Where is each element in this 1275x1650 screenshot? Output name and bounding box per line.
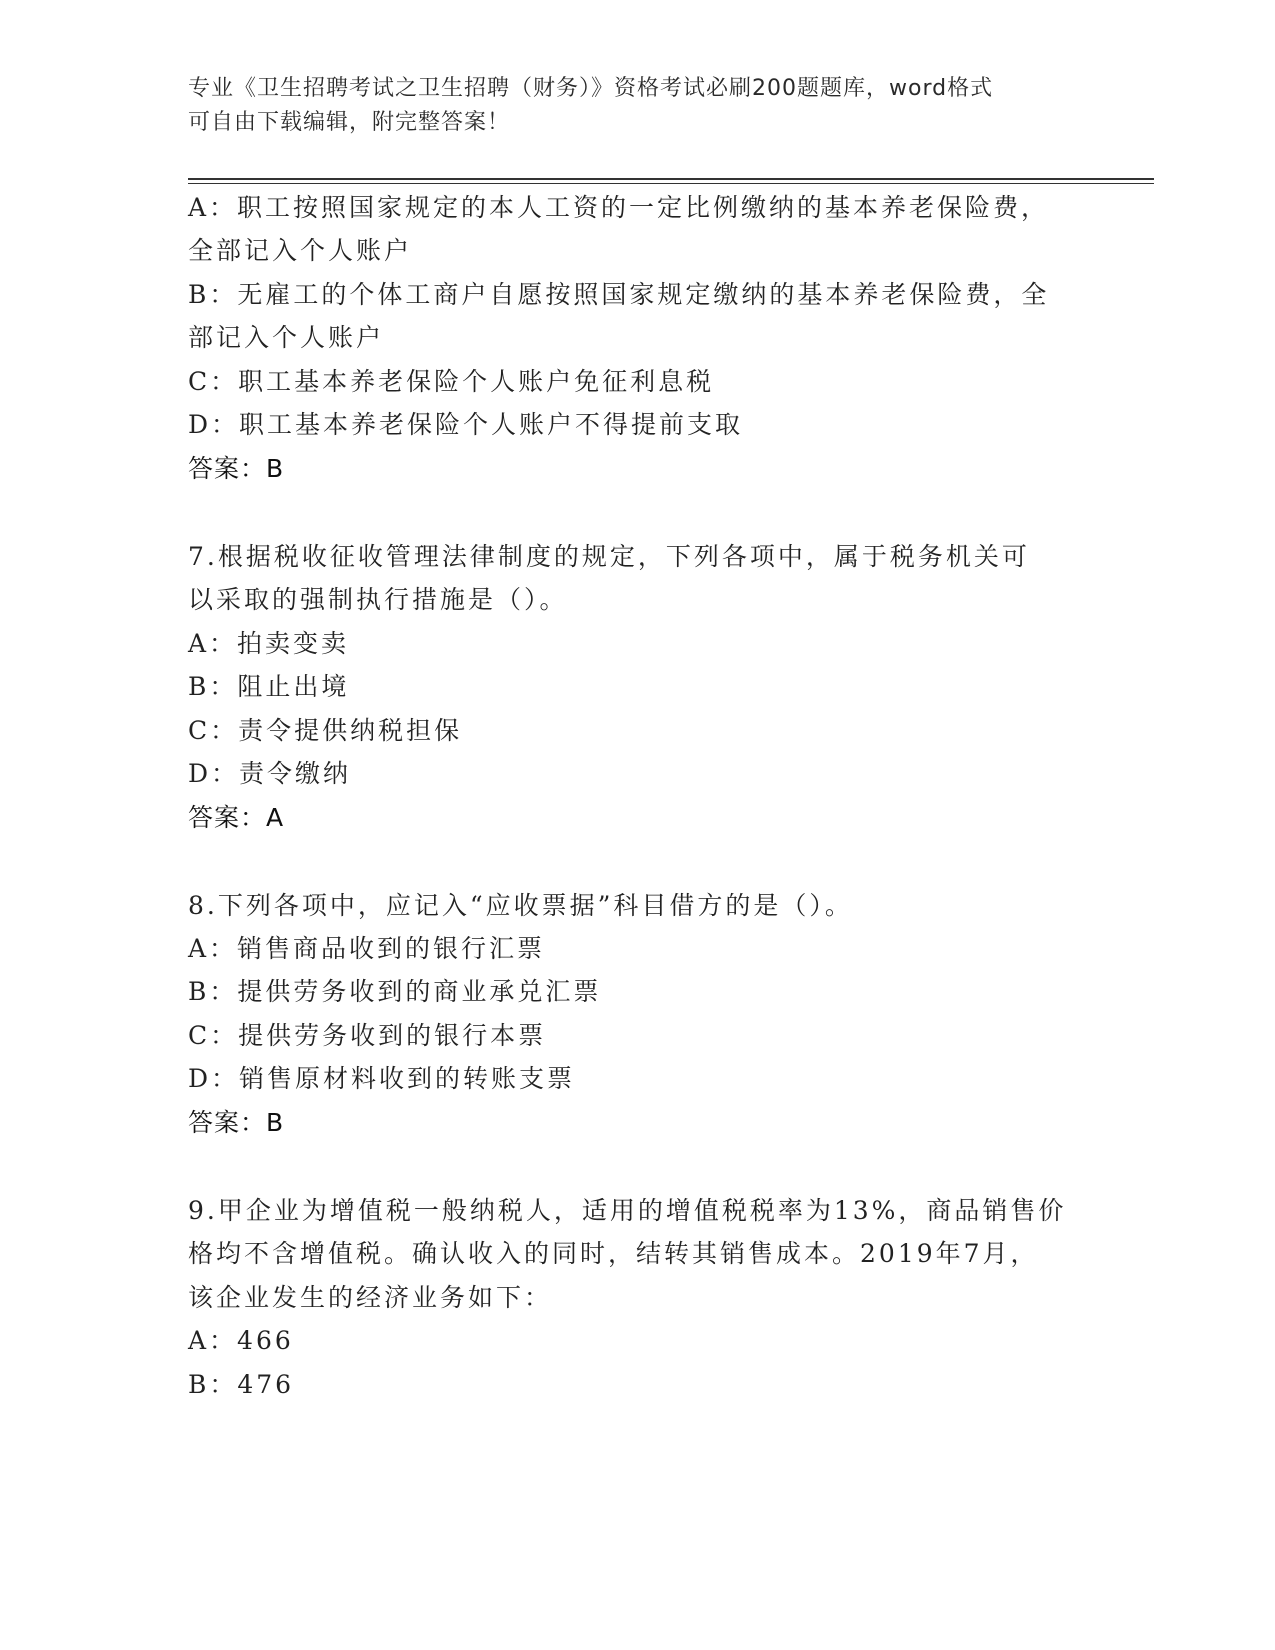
q6-option-a-line2: 全部记入个人账户 xyxy=(188,236,413,265)
q7-stem-line2: 以采取的强制执行措施是（）。 xyxy=(188,585,568,614)
q6-option-b-line2: 部记入个人账户 xyxy=(188,323,385,352)
document-header xyxy=(188,72,1068,140)
header-divider-thin xyxy=(188,183,1154,184)
q7-answer: 答案：A xyxy=(188,803,285,832)
q8-option-b: B：提供劳务收到的商业承兑汇票 xyxy=(188,977,602,1006)
q8-option-c: C：提供劳务收到的银行本票 xyxy=(188,1021,547,1050)
q9-stem-line1: 9.甲企业为增值税一般纳税人，适用的增值税税率为13%，商品销售价 xyxy=(188,1196,1067,1225)
q6-option-a-line1: A：职工按照国家规定的本人工资的一定比例缴纳的基本养老保险费， xyxy=(188,193,1050,222)
q6-answer: 答案：B xyxy=(188,454,285,483)
q8-stem: 8.下列各项中，应记入“应收票据”科目借方的是（）。 xyxy=(188,891,853,920)
q9-stem-line3: 该企业发生的经济业务如下： xyxy=(188,1283,553,1312)
q8-answer: 答案：B xyxy=(188,1108,285,1137)
q7-option-c: C：责令提供纳税担保 xyxy=(188,716,463,745)
q7-option-b: B：阻止出境 xyxy=(188,672,350,701)
q7-option-d: D：责令缴纳 xyxy=(188,759,352,788)
q7-option-a: A：拍卖变卖 xyxy=(188,629,350,658)
q9-option-a: A：466 xyxy=(188,1326,294,1355)
q7-stem-line1: 7.根据税收征收管理法律制度的规定，下列各项中，属于税务机关可 xyxy=(188,542,1030,571)
header-line-2: 可自由下载编辑，附完整答案！ xyxy=(188,110,511,135)
q9-stem-line2: 格均不含增值税。确认收入的同时，结转其销售成本。2019年7月， xyxy=(188,1239,1039,1268)
q6-option-d: D：职工基本养老保险个人账户不得提前支取 xyxy=(188,410,744,439)
q8-option-d: D：销售原材料收到的转账支票 xyxy=(188,1064,576,1093)
q8-option-a: A：销售商品收到的银行汇票 xyxy=(188,934,546,963)
q6-option-b-line1: B：无雇工的个体工商户自愿按照国家规定缴纳的基本养老保险费，全 xyxy=(188,280,1050,309)
q6-option-c: C：职工基本养老保险个人账户免征利息税 xyxy=(188,367,715,396)
q9-option-b: B：476 xyxy=(188,1370,295,1399)
header-divider-thick xyxy=(188,178,1154,180)
header-line-1: 专业《卫生招聘考试之卫生招聘（财务）》资格考试必刷200题题库，word格式 xyxy=(188,76,994,101)
